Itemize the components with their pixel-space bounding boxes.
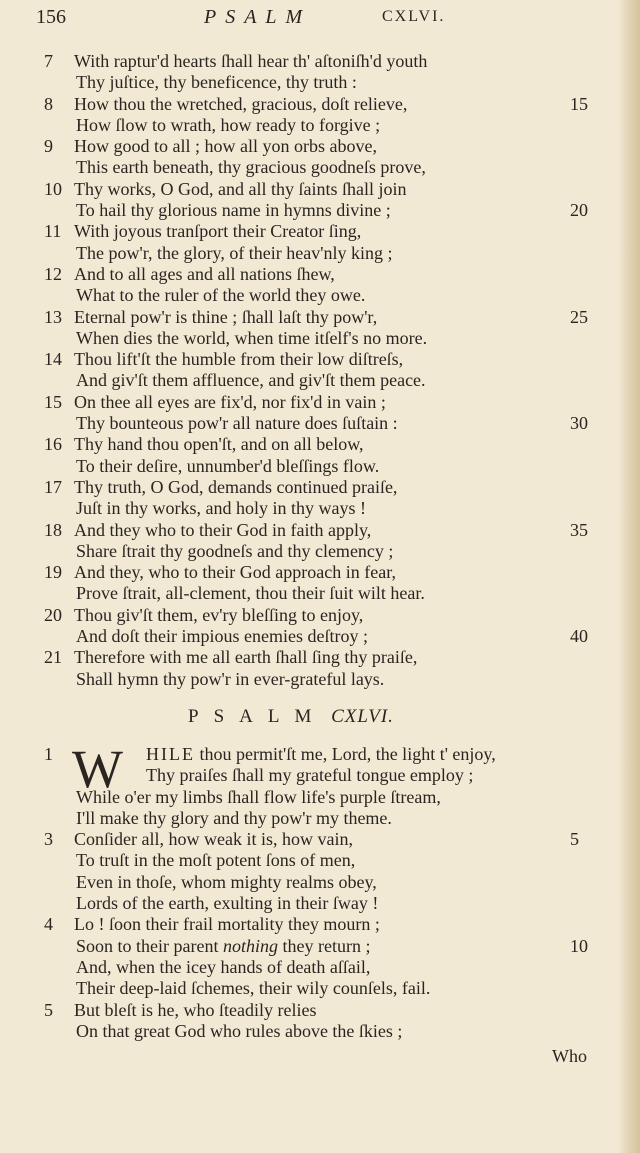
line-text: Thou lift'ſt the humble from their low diſtreſs, <box>74 349 404 370</box>
first-line-rest: thou permit'ſt me, Lord, the light t' enjoy, <box>194 744 496 764</box>
verse-number: 9 <box>44 136 53 157</box>
line-text: With raptur'd hearts ſhall hear th' aſtoniſh'd youth <box>74 51 428 71</box>
verse-line <box>0 1021 640 1042</box>
line-number: 35 <box>570 519 588 540</box>
line-text: And they, who to their God approach in fear, <box>74 562 397 583</box>
verse-line <box>0 307 640 328</box>
verse-line <box>0 72 640 93</box>
verse-line <box>0 498 640 519</box>
line-number: 25 <box>570 306 588 327</box>
verse-line <box>0 829 640 850</box>
verse-line <box>0 434 640 455</box>
verse-line <box>0 94 640 115</box>
line-text: Thou giv'ſt them, ev'ry bleſſing to enjoy, <box>74 604 364 625</box>
verse-line <box>0 957 640 978</box>
verse-line <box>0 850 640 871</box>
line-text: How good to all ; how all yon orbs above, <box>74 136 377 157</box>
verse-line <box>0 520 640 541</box>
psalm-cxlv-continued <box>0 51 640 690</box>
verse-line <box>0 392 640 413</box>
verse-line <box>0 157 640 178</box>
verse-line <box>0 413 640 434</box>
line-text: Shall hymn thy pow'r in ever-grateful lays. <box>76 668 385 689</box>
verse-number: 7 <box>44 51 53 71</box>
line-text: How ſlow to wrath, how ready to forgive ; <box>76 114 381 135</box>
line-text-part: Soon to their parent <box>76 935 223 956</box>
catchword: Who <box>552 1046 587 1066</box>
line-text: To their deſire, unnumber'd bleſſings flow. <box>76 455 380 476</box>
line-text: Conſider all, how weak it is, how vain, <box>74 829 353 850</box>
line-text: And doſt their impious enemies deſtroy ; <box>76 626 368 647</box>
line-text: On that great God who rules above the ſkies ; <box>76 1020 403 1041</box>
line-text: And to all ages and all nations ſhew, <box>74 263 335 284</box>
line-text-italic: nothing <box>222 935 278 956</box>
verse-line <box>0 893 640 914</box>
line-text: Thy truth, O God, demands continued praiſe, <box>74 476 398 497</box>
verse-number: 12 <box>44 263 62 284</box>
verse-line <box>0 914 640 935</box>
line-text: I'll make thy glory and thy pow'r my theme. <box>76 807 392 828</box>
line-text: To truſt in the moſt potent ſons of men, <box>76 850 356 871</box>
verse-number: 15 <box>44 391 62 412</box>
line-text: Lords of the earth, exulting in their ſway ! <box>76 893 379 914</box>
verse-number: 19 <box>44 562 62 583</box>
line-text: Thy bounteous pow'r all nature does ſuſtain : <box>76 413 398 434</box>
psalm-heading-numeral: CXLVI. <box>331 706 394 727</box>
verse-line <box>0 179 640 200</box>
verse-line <box>0 115 640 136</box>
verse-line <box>0 605 640 626</box>
line-text: Share ſtrait thy goodneſs and thy clemency ; <box>76 540 394 561</box>
verse-line <box>0 456 640 477</box>
verse-line <box>0 51 640 72</box>
verse-number: 8 <box>44 93 53 114</box>
verse-line <box>0 328 640 349</box>
running-psalm-number: CXLVI. <box>382 8 446 25</box>
verse-line <box>0 872 640 893</box>
verse-line <box>0 787 640 808</box>
verse-number: 17 <box>44 476 62 497</box>
verse-line <box>0 200 640 221</box>
verse-line <box>0 1000 640 1021</box>
line-text: Therefore with me all earth ſhall ſing thy praiſe, <box>74 647 418 668</box>
line-text: With joyous tranſport their Creator ſing, <box>74 221 362 242</box>
verse-number: 18 <box>44 519 62 540</box>
verse-line <box>0 349 640 370</box>
line-text: Even in thoſe, whom mighty realms obey, <box>76 871 377 892</box>
verse-number: 16 <box>44 434 62 455</box>
verse-line <box>0 936 640 957</box>
psalm-heading <box>188 706 488 728</box>
line-text: Eternal pow'r is thine ; ſhall laſt thy pow'r, <box>74 306 378 327</box>
verse-number: 3 <box>44 829 53 850</box>
line-text: What to the ruler of the world they owe. <box>76 285 366 306</box>
line-text: The pow'r, the glory, of their heav'nly king ; <box>76 242 393 263</box>
verse-line <box>0 285 640 306</box>
line-text: On thee all eyes are fix'd, nor fix'd in vain ; <box>74 391 386 412</box>
verse-number: 1 <box>44 744 53 764</box>
verse-line <box>0 583 640 604</box>
psalm-heading-word: PSALM <box>188 706 327 727</box>
verse-line <box>0 136 640 157</box>
line-text: Thy praiſes ſhall my grateful tongue employ ; <box>146 765 474 786</box>
verse-number: 14 <box>44 349 62 370</box>
verse-line <box>0 808 640 829</box>
verse-number: 13 <box>44 306 62 327</box>
line-number: 10 <box>570 935 588 956</box>
verse-line <box>0 669 640 690</box>
verse-number: 21 <box>44 647 62 668</box>
line-number: 30 <box>570 413 588 434</box>
line-text: This earth beneath, thy gracious goodneſs prove, <box>76 157 426 178</box>
line-text: Thy hand thou open'ſt, and on all below, <box>74 434 364 455</box>
line-text: And they who to their God in faith apply, <box>74 519 372 540</box>
page-header <box>36 6 476 34</box>
verse-line <box>0 647 640 668</box>
verse-line <box>0 243 640 264</box>
line-text: To hail thy glorious name in hymns divine ; <box>76 200 391 221</box>
line-number: 15 <box>570 93 588 114</box>
line-text: Their deep-laid ſchemes, their wily counſels, fail. <box>76 978 431 999</box>
line-number: 20 <box>570 200 588 221</box>
verse-line <box>0 978 640 999</box>
line-number: 5 <box>570 829 579 850</box>
verse-line <box>0 765 640 786</box>
line-text: Thy works, O God, and all thy ſaints ſhall join <box>74 178 407 199</box>
line-text: And giv'ſt them affluence, and giv'ſt them peace. <box>76 370 426 391</box>
line-text: Thy juſtice, thy beneficence, thy truth : <box>76 72 357 93</box>
psalm-cxlvi-body <box>0 765 640 1042</box>
running-title: PSALM <box>204 6 312 28</box>
verse-number: 10 <box>44 178 62 199</box>
verse-line <box>0 264 640 285</box>
verse-line <box>0 626 640 647</box>
line-text <box>76 936 370 957</box>
verse-number: 4 <box>44 914 53 935</box>
line-text: But bleſt is he, who ſteadily relies <box>74 999 317 1020</box>
line-text-part: they return ; <box>278 935 371 956</box>
verse-line <box>0 541 640 562</box>
line-text: And, when the icey hands of death aſſail, <box>76 956 371 977</box>
line-text: Juſt in thy works, and holy in thy ways ! <box>76 498 366 519</box>
verse-line <box>0 370 640 391</box>
verse-number: 20 <box>44 604 62 625</box>
first-line-smallcaps: HILE <box>146 744 195 764</box>
line-number: 40 <box>570 626 588 647</box>
line-text: When dies the world, when time itſelf's no more. <box>76 327 428 348</box>
line-text: While o'er my limbs ſhall flow life's purple ſtream, <box>76 786 441 807</box>
line-text: How thou the wretched, gracious, doſt relieve, <box>74 93 408 114</box>
verse-line <box>0 477 640 498</box>
verse-line <box>0 562 640 583</box>
verse-line <box>0 221 640 242</box>
line-text: Prove ſtrait, all-clement, thou their ſuit wilt hear. <box>76 583 425 604</box>
verse-number: 11 <box>44 221 62 242</box>
line-text: Lo ! ſoon their frail mortality they mourn ; <box>74 914 380 935</box>
line-text <box>146 744 496 765</box>
verse-number: 5 <box>44 999 53 1020</box>
drop-cap-initial: W <box>72 739 123 799</box>
page-number: 156 <box>36 6 66 28</box>
